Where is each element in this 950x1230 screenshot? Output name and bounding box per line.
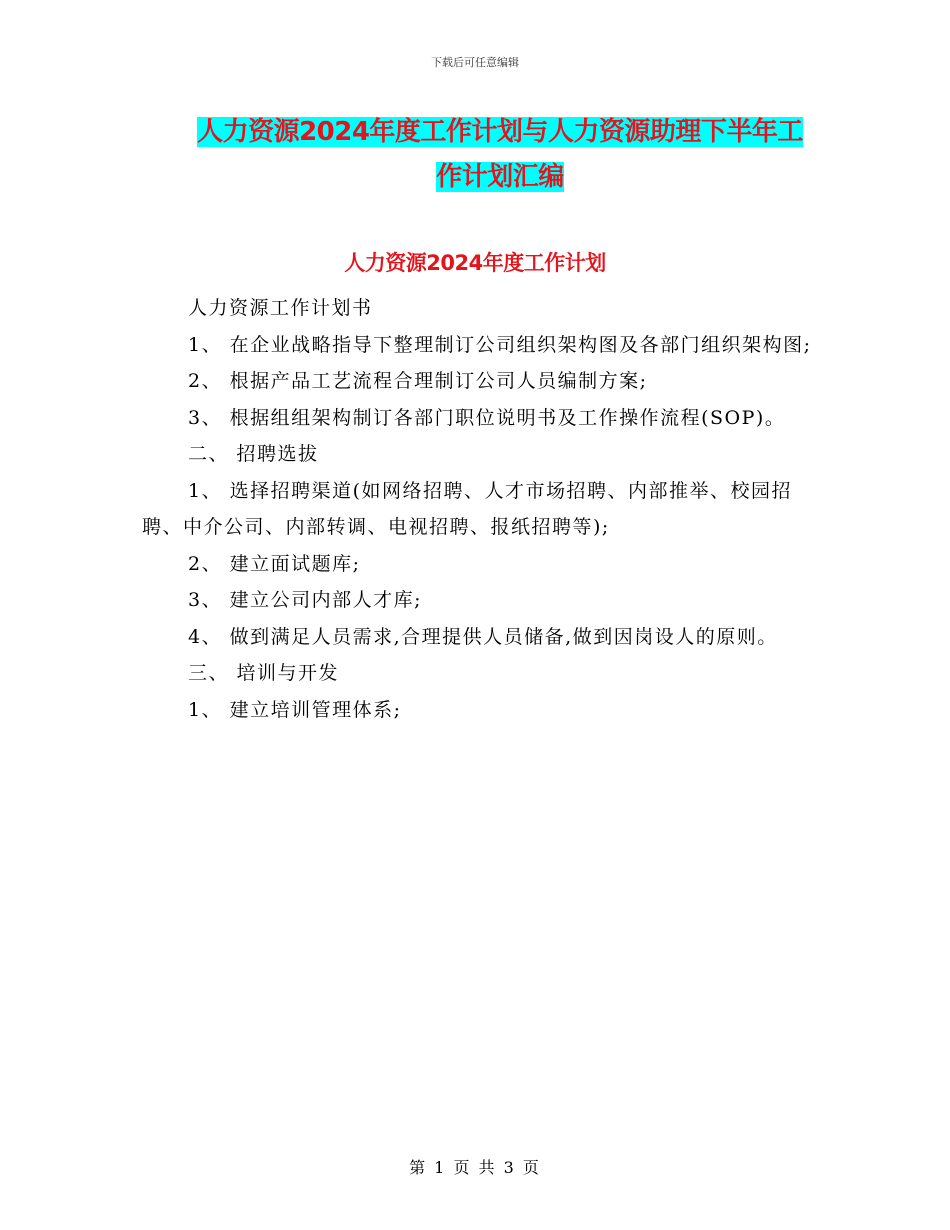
document-title	[150, 110, 850, 200]
section-title: 人力资源2024年度工作计划	[344, 251, 606, 275]
paragraph: 3、 根据组组架构制订各部门职位说明书及工作操作流程(SOP)。	[188, 406, 786, 429]
paragraph: 三、 培训与开发	[188, 662, 340, 684]
title-line-1: 人力资源2024年度工作计划与人力资源助理下半年工	[197, 117, 803, 147]
paragraph: 2、 建立面试题库;	[188, 552, 361, 575]
document-body	[142, 290, 812, 728]
paragraph: 人力资源工作计划书	[188, 297, 373, 319]
paragraph: 3、 建立公司内部人才库;	[188, 589, 423, 611]
page-number-footer: 第 1 页 共 3 页	[409, 1158, 541, 1177]
paragraph: 4、 做到满足人员需求,合理提供人员储备,做到因岗设人的原则。	[188, 625, 778, 648]
page-header-note: 下载后可任意编辑	[431, 56, 519, 69]
paragraph: 二、 招聘选拔	[188, 443, 319, 465]
paragraph: 1、 选择招聘渠道(如网络招聘、人才市场招聘、内部推举、校园招聘、中介公司、内部转调、电视招聘、报纸招聘等);	[142, 479, 793, 538]
paragraph: 1、 在企业战略指导下整理制订公司组织架构图及各部门组织架构图;	[188, 333, 812, 356]
title-line-2: 作计划汇编	[436, 162, 564, 192]
paragraph: 1、 建立培训管理体系;	[188, 698, 402, 721]
paragraph: 2、 根据产品工艺流程合理制订公司人员编制方案;	[188, 370, 648, 392]
